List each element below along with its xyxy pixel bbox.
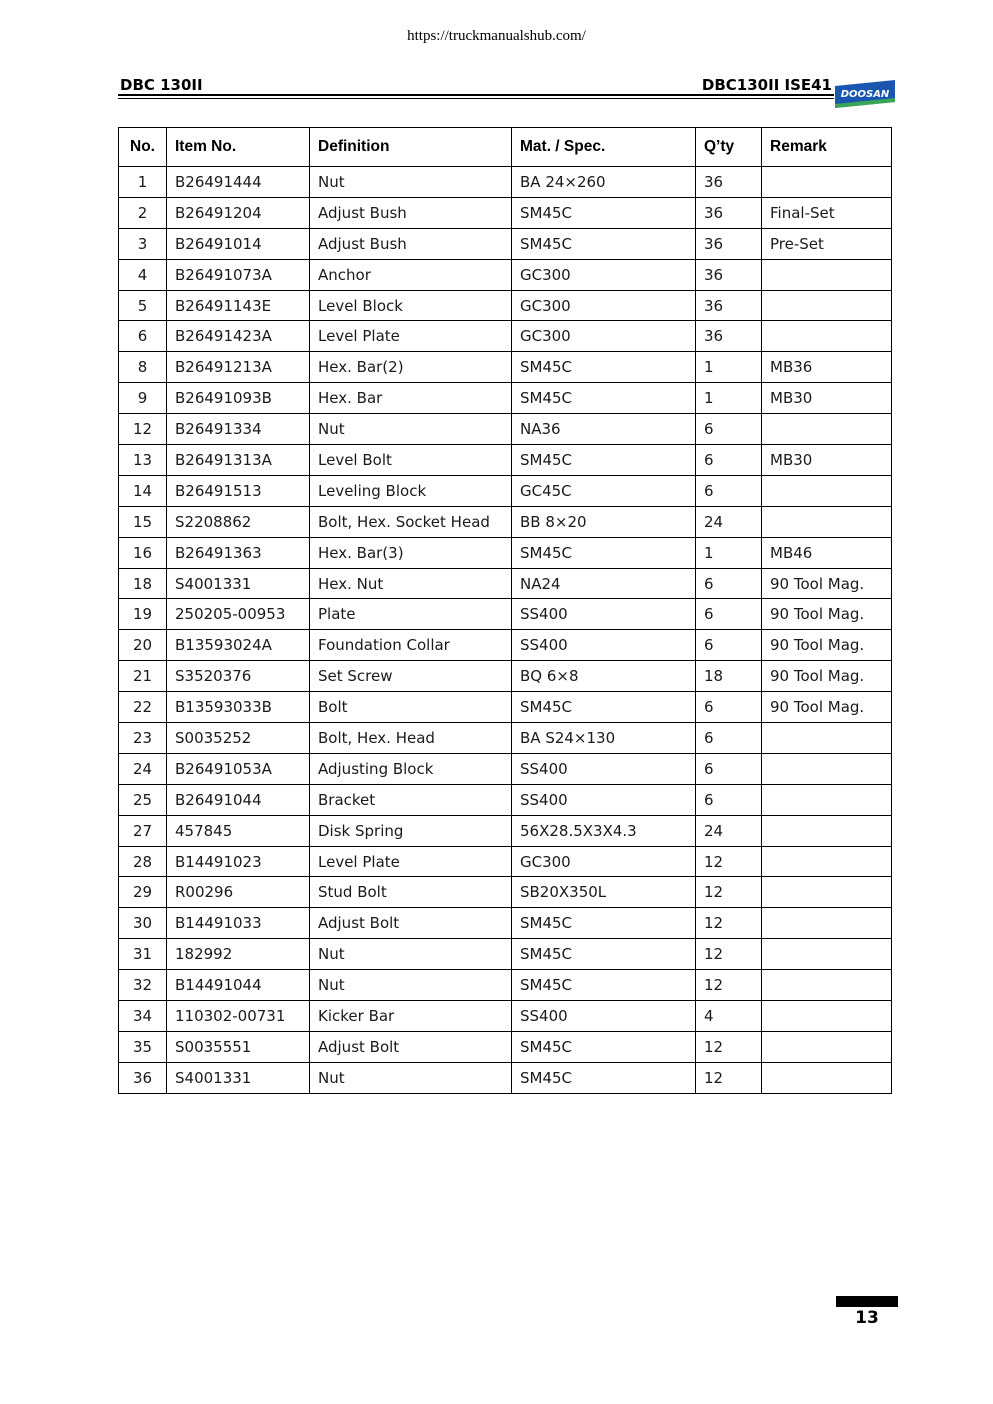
- cell-definition: Bolt: [310, 692, 512, 723]
- cell-qty: 6: [696, 445, 762, 476]
- cell-no: 3: [119, 228, 167, 259]
- cell-mat-spec: BA 24×260: [512, 167, 696, 198]
- table-row: [119, 630, 892, 661]
- header-rule-thick: [118, 94, 834, 96]
- table-row: [119, 908, 892, 939]
- cell-remark: [762, 908, 892, 939]
- cell-definition: Hex. Nut: [310, 568, 512, 599]
- cell-item-no: 110302-00731: [167, 1001, 310, 1032]
- cell-definition: Adjust Bolt: [310, 1031, 512, 1062]
- cell-no: 28: [119, 846, 167, 877]
- table-row: [119, 352, 892, 383]
- cell-no: 34: [119, 1001, 167, 1032]
- table-row: [119, 568, 892, 599]
- cell-no: 21: [119, 661, 167, 692]
- table-body: [119, 167, 892, 1094]
- table-row: [119, 167, 892, 198]
- cell-qty: 12: [696, 1031, 762, 1062]
- cell-mat-spec: GC300: [512, 321, 696, 352]
- cell-item-no: B26491334: [167, 414, 310, 445]
- cell-remark: [762, 753, 892, 784]
- source-url: https://truckmanualshub.com/: [407, 28, 586, 44]
- cell-remark: [762, 475, 892, 506]
- cell-remark: [762, 970, 892, 1001]
- cell-qty: 6: [696, 568, 762, 599]
- cell-item-no: B26491093B: [167, 383, 310, 414]
- cell-remark: [762, 784, 892, 815]
- cell-qty: 4: [696, 1001, 762, 1032]
- cell-item-no: B26491204: [167, 197, 310, 228]
- header-right-model: DBC130II ISE41: [701, 76, 832, 94]
- cell-definition: Bolt, Hex. Head: [310, 723, 512, 754]
- table-header-row: [119, 128, 892, 167]
- cell-item-no: B26491313A: [167, 445, 310, 476]
- table-row: [119, 877, 892, 908]
- cell-remark: 90 Tool Mag.: [762, 692, 892, 723]
- cell-mat-spec: SM45C: [512, 228, 696, 259]
- cell-qty: 12: [696, 1062, 762, 1093]
- cell-no: 2: [119, 197, 167, 228]
- table-row: [119, 1001, 892, 1032]
- column-header-definition: Definition: [310, 128, 512, 167]
- table-row: [119, 815, 892, 846]
- cell-definition: Nut: [310, 939, 512, 970]
- cell-item-no: B26491044: [167, 784, 310, 815]
- table-row: [119, 661, 892, 692]
- cell-qty: 24: [696, 815, 762, 846]
- cell-definition: Nut: [310, 414, 512, 445]
- cell-mat-spec: NA36: [512, 414, 696, 445]
- column-header-item-no: Item No.: [167, 128, 310, 167]
- cell-item-no: S3520376: [167, 661, 310, 692]
- cell-qty: 36: [696, 259, 762, 290]
- cell-no: 15: [119, 506, 167, 537]
- cell-definition: Bracket: [310, 784, 512, 815]
- cell-item-no: B26491213A: [167, 352, 310, 383]
- cell-mat-spec: 56X28.5X3X4.3: [512, 815, 696, 846]
- cell-qty: 12: [696, 939, 762, 970]
- cell-definition: Hex. Bar(3): [310, 537, 512, 568]
- cell-qty: 36: [696, 228, 762, 259]
- cell-qty: 6: [696, 723, 762, 754]
- table-row: [119, 414, 892, 445]
- cell-item-no: R00296: [167, 877, 310, 908]
- cell-definition: Nut: [310, 970, 512, 1001]
- cell-qty: 36: [696, 197, 762, 228]
- cell-item-no: B26491444: [167, 167, 310, 198]
- cell-item-no: S4001331: [167, 1062, 310, 1093]
- logo-text: DOOSAN: [840, 89, 890, 100]
- parts-table: [118, 127, 892, 1094]
- doosan-logo: [832, 80, 898, 110]
- cell-qty: 6: [696, 475, 762, 506]
- cell-mat-spec: SM45C: [512, 197, 696, 228]
- cell-qty: 6: [696, 630, 762, 661]
- cell-definition: Adjust Bush: [310, 197, 512, 228]
- cell-no: 35: [119, 1031, 167, 1062]
- cell-mat-spec: SS400: [512, 630, 696, 661]
- cell-qty: 6: [696, 414, 762, 445]
- cell-no: 23: [119, 723, 167, 754]
- table-row: [119, 846, 892, 877]
- cell-mat-spec: GC300: [512, 290, 696, 321]
- cell-remark: 90 Tool Mag.: [762, 661, 892, 692]
- cell-mat-spec: GC45C: [512, 475, 696, 506]
- page-number: 13: [855, 1308, 879, 1328]
- cell-remark: [762, 1062, 892, 1093]
- cell-mat-spec: SM45C: [512, 352, 696, 383]
- cell-no: 6: [119, 321, 167, 352]
- column-header-remark: Remark: [762, 128, 892, 167]
- table-row: [119, 970, 892, 1001]
- table-row: [119, 1031, 892, 1062]
- cell-remark: [762, 939, 892, 970]
- cell-qty: 12: [696, 846, 762, 877]
- table-row: [119, 445, 892, 476]
- cell-remark: [762, 414, 892, 445]
- cell-mat-spec: SS400: [512, 1001, 696, 1032]
- cell-definition: Level Plate: [310, 846, 512, 877]
- cell-qty: 12: [696, 970, 762, 1001]
- cell-remark: [762, 321, 892, 352]
- cell-definition: Hex. Bar: [310, 383, 512, 414]
- cell-mat-spec: SM45C: [512, 1031, 696, 1062]
- cell-qty: 1: [696, 537, 762, 568]
- cell-no: 31: [119, 939, 167, 970]
- cell-qty: 36: [696, 321, 762, 352]
- cell-remark: Pre-Set: [762, 228, 892, 259]
- table-row: [119, 784, 892, 815]
- cell-mat-spec: SS400: [512, 599, 696, 630]
- table-row: [119, 259, 892, 290]
- cell-no: 12: [119, 414, 167, 445]
- cell-mat-spec: NA24: [512, 568, 696, 599]
- cell-no: 5: [119, 290, 167, 321]
- cell-no: 27: [119, 815, 167, 846]
- cell-no: 8: [119, 352, 167, 383]
- cell-remark: MB46: [762, 537, 892, 568]
- cell-remark: [762, 290, 892, 321]
- cell-definition: Kicker Bar: [310, 1001, 512, 1032]
- cell-item-no: B26491073A: [167, 259, 310, 290]
- cell-qty: 36: [696, 167, 762, 198]
- cell-mat-spec: SM45C: [512, 908, 696, 939]
- cell-remark: MB30: [762, 445, 892, 476]
- cell-no: 24: [119, 753, 167, 784]
- cell-item-no: B26491053A: [167, 753, 310, 784]
- cell-item-no: B26491513: [167, 475, 310, 506]
- cell-qty: 36: [696, 290, 762, 321]
- cell-no: 20: [119, 630, 167, 661]
- cell-no: 4: [119, 259, 167, 290]
- cell-no: 22: [119, 692, 167, 723]
- cell-item-no: B26491363: [167, 537, 310, 568]
- cell-definition: Set Screw: [310, 661, 512, 692]
- cell-definition: Stud Bolt: [310, 877, 512, 908]
- column-header-no: No.: [119, 128, 167, 167]
- cell-qty: 6: [696, 784, 762, 815]
- cell-no: 18: [119, 568, 167, 599]
- cell-qty: 24: [696, 506, 762, 537]
- cell-definition: Level Plate: [310, 321, 512, 352]
- cell-item-no: B13593033B: [167, 692, 310, 723]
- cell-definition: Adjusting Block: [310, 753, 512, 784]
- table-row: [119, 506, 892, 537]
- cell-mat-spec: BB 8×20: [512, 506, 696, 537]
- cell-remark: 90 Tool Mag.: [762, 630, 892, 661]
- table-row: [119, 197, 892, 228]
- cell-remark: MB30: [762, 383, 892, 414]
- table-row: [119, 290, 892, 321]
- table-row: [119, 599, 892, 630]
- cell-mat-spec: SM45C: [512, 537, 696, 568]
- cell-definition: Leveling Block: [310, 475, 512, 506]
- header-rule-thin: [118, 98, 834, 99]
- cell-mat-spec: SM45C: [512, 1062, 696, 1093]
- cell-item-no: B14491033: [167, 908, 310, 939]
- cell-qty: 12: [696, 908, 762, 939]
- cell-definition: Adjust Bush: [310, 228, 512, 259]
- cell-definition: Adjust Bolt: [310, 908, 512, 939]
- cell-remark: MB36: [762, 352, 892, 383]
- cell-definition: Nut: [310, 1062, 512, 1093]
- cell-mat-spec: GC300: [512, 846, 696, 877]
- cell-definition: Plate: [310, 599, 512, 630]
- cell-item-no: B14491044: [167, 970, 310, 1001]
- cell-definition: Level Block: [310, 290, 512, 321]
- cell-mat-spec: SM45C: [512, 445, 696, 476]
- cell-remark: [762, 167, 892, 198]
- cell-no: 14: [119, 475, 167, 506]
- cell-qty: 1: [696, 352, 762, 383]
- cell-qty: 6: [696, 753, 762, 784]
- cell-item-no: S0035252: [167, 723, 310, 754]
- cell-no: 25: [119, 784, 167, 815]
- cell-mat-spec: BA S24×130: [512, 723, 696, 754]
- cell-qty: 1: [696, 383, 762, 414]
- cell-no: 30: [119, 908, 167, 939]
- cell-qty: 6: [696, 692, 762, 723]
- cell-item-no: 182992: [167, 939, 310, 970]
- cell-remark: [762, 259, 892, 290]
- table-row: [119, 1062, 892, 1093]
- cell-definition: Disk Spring: [310, 815, 512, 846]
- cell-remark: 90 Tool Mag.: [762, 568, 892, 599]
- cell-remark: [762, 1031, 892, 1062]
- cell-item-no: S4001331: [167, 568, 310, 599]
- cell-item-no: S0035551: [167, 1031, 310, 1062]
- cell-definition: Nut: [310, 167, 512, 198]
- cell-qty: 12: [696, 877, 762, 908]
- cell-item-no: B26491143E: [167, 290, 310, 321]
- table-row: [119, 692, 892, 723]
- cell-remark: [762, 1001, 892, 1032]
- cell-remark: [762, 815, 892, 846]
- table-row: [119, 383, 892, 414]
- cell-mat-spec: SS400: [512, 753, 696, 784]
- header-left-model: DBC 130II: [120, 76, 203, 94]
- cell-no: 36: [119, 1062, 167, 1093]
- table-row: [119, 321, 892, 352]
- cell-no: 9: [119, 383, 167, 414]
- cell-item-no: 457845: [167, 815, 310, 846]
- cell-item-no: 250205-00953: [167, 599, 310, 630]
- cell-mat-spec: GC300: [512, 259, 696, 290]
- cell-item-no: S2208862: [167, 506, 310, 537]
- table-row: [119, 228, 892, 259]
- page-number-bar: [836, 1296, 898, 1307]
- column-header-mat-spec: Mat. / Spec.: [512, 128, 696, 167]
- cell-mat-spec: SS400: [512, 784, 696, 815]
- cell-mat-spec: SB20X350L: [512, 877, 696, 908]
- cell-remark: [762, 877, 892, 908]
- cell-item-no: B14491023: [167, 846, 310, 877]
- cell-item-no: B26491014: [167, 228, 310, 259]
- table-row: [119, 475, 892, 506]
- table-row: [119, 723, 892, 754]
- cell-remark: [762, 723, 892, 754]
- cell-mat-spec: SM45C: [512, 970, 696, 1001]
- cell-mat-spec: SM45C: [512, 383, 696, 414]
- table-row: [119, 939, 892, 970]
- cell-definition: Level Bolt: [310, 445, 512, 476]
- column-header-qty: Q’ty: [696, 128, 762, 167]
- cell-remark: [762, 506, 892, 537]
- cell-no: 1: [119, 167, 167, 198]
- cell-remark: [762, 846, 892, 877]
- cell-no: 29: [119, 877, 167, 908]
- cell-item-no: B13593024A: [167, 630, 310, 661]
- cell-mat-spec: SM45C: [512, 692, 696, 723]
- cell-mat-spec: BQ 6×8: [512, 661, 696, 692]
- cell-definition: Hex. Bar(2): [310, 352, 512, 383]
- cell-no: 13: [119, 445, 167, 476]
- cell-remark: 90 Tool Mag.: [762, 599, 892, 630]
- cell-item-no: B26491423A: [167, 321, 310, 352]
- cell-qty: 6: [696, 599, 762, 630]
- cell-definition: Bolt, Hex. Socket Head: [310, 506, 512, 537]
- cell-no: 16: [119, 537, 167, 568]
- table-row: [119, 537, 892, 568]
- cell-remark: Final-Set: [762, 197, 892, 228]
- cell-mat-spec: SM45C: [512, 939, 696, 970]
- cell-qty: 18: [696, 661, 762, 692]
- table-row: [119, 753, 892, 784]
- cell-definition: Anchor: [310, 259, 512, 290]
- cell-no: 32: [119, 970, 167, 1001]
- cell-no: 19: [119, 599, 167, 630]
- cell-definition: Foundation Collar: [310, 630, 512, 661]
